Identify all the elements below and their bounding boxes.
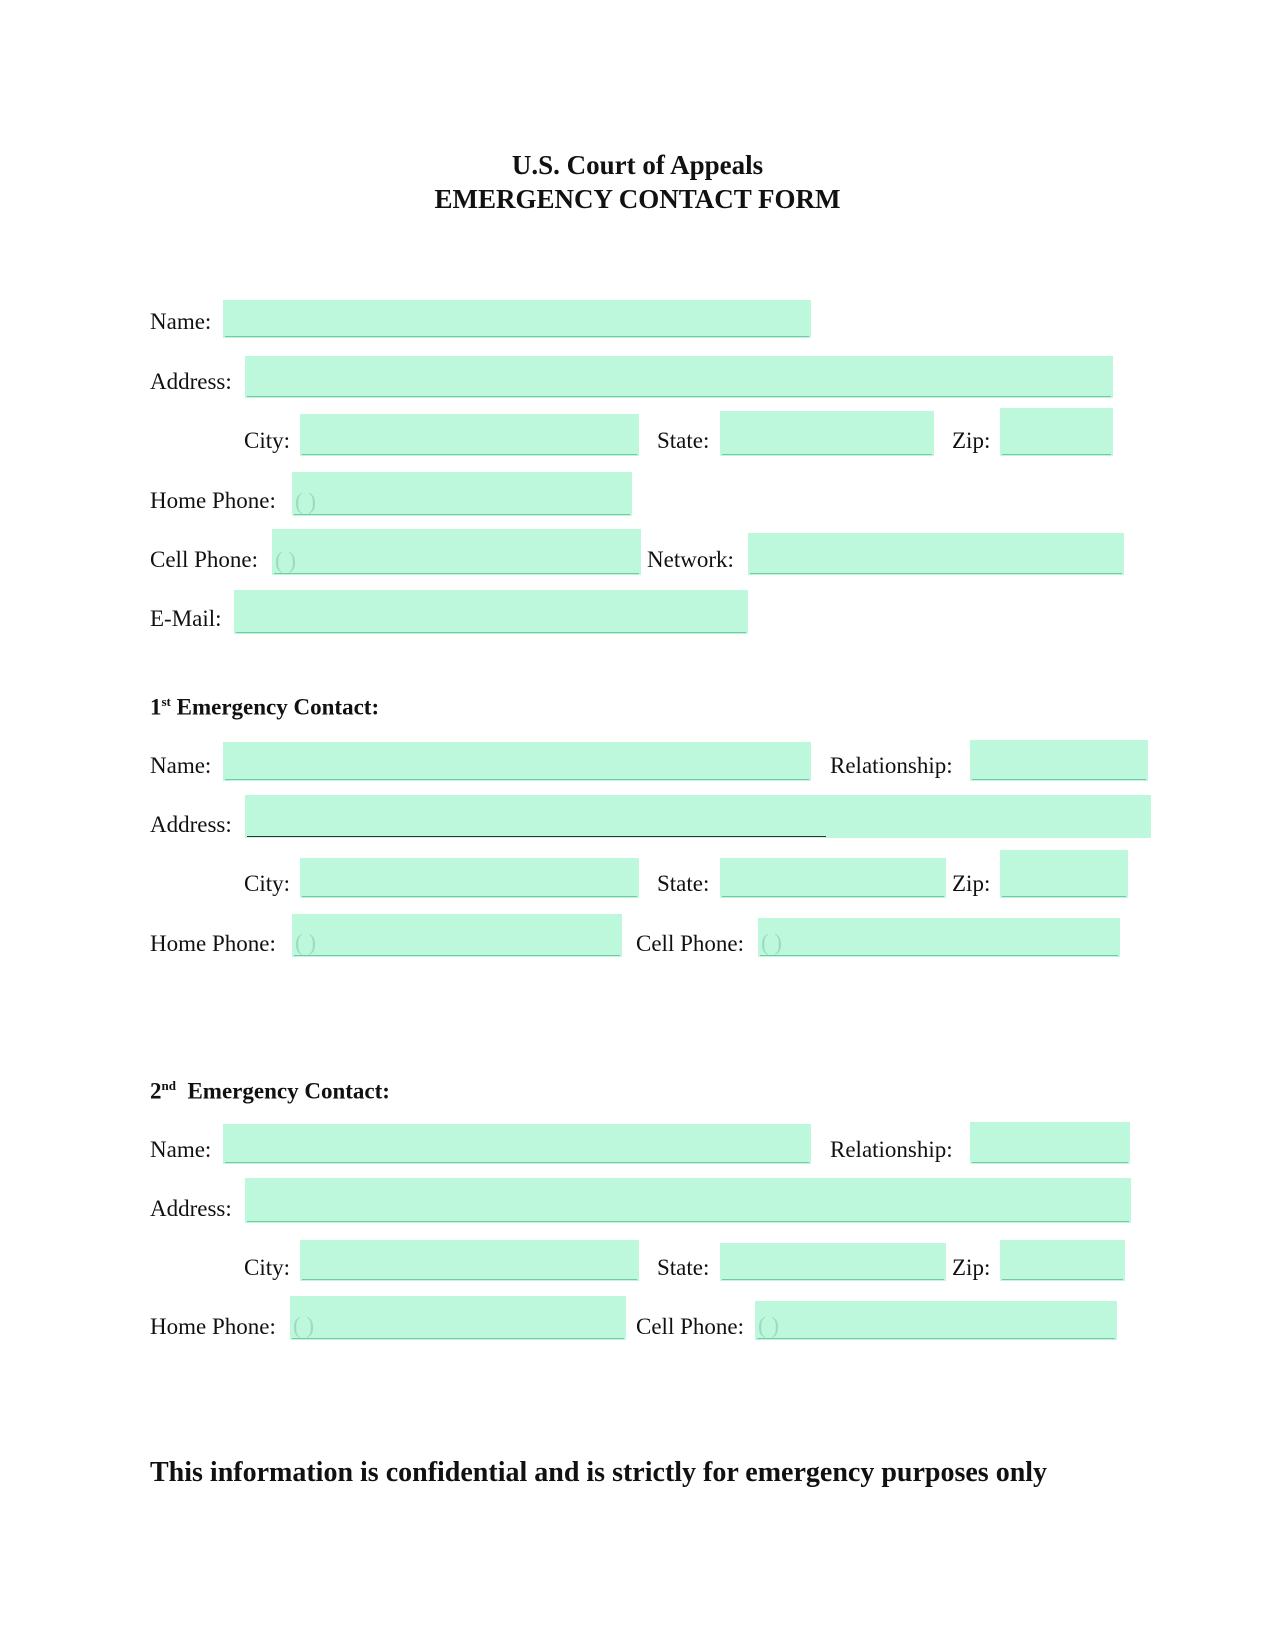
contact1-cell-phone-field[interactable] <box>758 918 1120 957</box>
area-code-placeholder: ( ) <box>293 1313 315 1338</box>
area-code-placeholder: ( ) <box>761 930 783 955</box>
confidential-notice: This information is confidential and is strictly for emergency purposes only <box>150 1457 1048 1488</box>
contact1-home-phone-field[interactable] <box>292 914 622 957</box>
contact2-name-label: Name: <box>150 1137 212 1162</box>
contact1-address-label: Address: <box>150 812 232 837</box>
address-field[interactable] <box>245 356 1113 398</box>
contact2-state-field[interactable] <box>720 1243 946 1281</box>
contact2-name-field[interactable] <box>223 1124 811 1164</box>
city-field[interactable] <box>300 414 639 456</box>
home-phone-field[interactable] <box>292 472 632 516</box>
contact2-city-label: City: <box>244 1255 291 1280</box>
area-code-placeholder: ( ) <box>275 548 297 573</box>
name-label: Name: <box>150 309 212 334</box>
contact1-cell-phone-label: Cell Phone: <box>636 931 744 956</box>
contact2-cell-phone-label: Cell Phone: <box>636 1314 744 1339</box>
cell-phone-field[interactable] <box>272 529 641 575</box>
city-label: City: <box>244 428 291 453</box>
area-code-placeholder: ( ) <box>295 489 317 514</box>
contact2-relationship-label: Relationship: <box>830 1137 953 1162</box>
email-field[interactable] <box>234 590 748 634</box>
contact1-home-phone-label: Home Phone: <box>150 931 276 956</box>
home-phone-label: Home Phone: <box>150 488 276 513</box>
contact2-city-field[interactable] <box>300 1240 639 1281</box>
email-label: E-Mail: <box>150 606 222 631</box>
contact1-city-field[interactable] <box>300 858 639 898</box>
contact1-address-field[interactable] <box>245 795 1151 838</box>
area-code-placeholder: ( ) <box>758 1313 780 1338</box>
cell-phone-label: Cell Phone: <box>150 547 258 572</box>
contact1-zip-label: Zip: <box>952 871 991 896</box>
contact2-zip-label: Zip: <box>952 1255 991 1280</box>
area-code-placeholder: ( ) <box>295 930 317 955</box>
court-name: U.S. Court of Appeals <box>511 150 764 180</box>
contact1-state-label: State: <box>657 871 710 896</box>
contact2-zip-field[interactable] <box>1000 1240 1125 1281</box>
contact2-address-field[interactable] <box>245 1178 1131 1223</box>
address-label: Address: <box>150 369 232 394</box>
contact2-home-phone-field[interactable] <box>290 1296 626 1340</box>
state-label: State: <box>657 428 710 453</box>
contact2-heading: 2nd Emergency Contact: <box>150 1078 390 1104</box>
contact1-name-label: Name: <box>150 753 212 778</box>
contact1-heading: 1st Emergency Contact: <box>150 694 380 720</box>
contact1-relationship-label: Relationship: <box>830 753 953 778</box>
network-field[interactable] <box>748 533 1124 575</box>
contact1-zip-field[interactable] <box>1000 850 1128 898</box>
form-title: EMERGENCY CONTACT FORM <box>434 184 841 214</box>
contact2-home-phone-label: Home Phone: <box>150 1314 276 1339</box>
name-field[interactable] <box>223 300 811 338</box>
network-label: Network: <box>647 547 734 572</box>
contact2-cell-phone-field[interactable] <box>755 1301 1117 1340</box>
contact1-city-label: City: <box>244 871 291 896</box>
contact1-relationship-field[interactable] <box>970 740 1148 781</box>
zip-label: Zip: <box>952 428 991 453</box>
contact2-relationship-field[interactable] <box>970 1122 1130 1164</box>
contact1-name-field[interactable] <box>223 742 811 781</box>
zip-field[interactable] <box>1000 408 1113 456</box>
contact2-state-label: State: <box>657 1255 710 1280</box>
state-field[interactable] <box>720 411 934 456</box>
contact1-state-field[interactable] <box>720 858 946 898</box>
contact2-address-label: Address: <box>150 1196 232 1221</box>
